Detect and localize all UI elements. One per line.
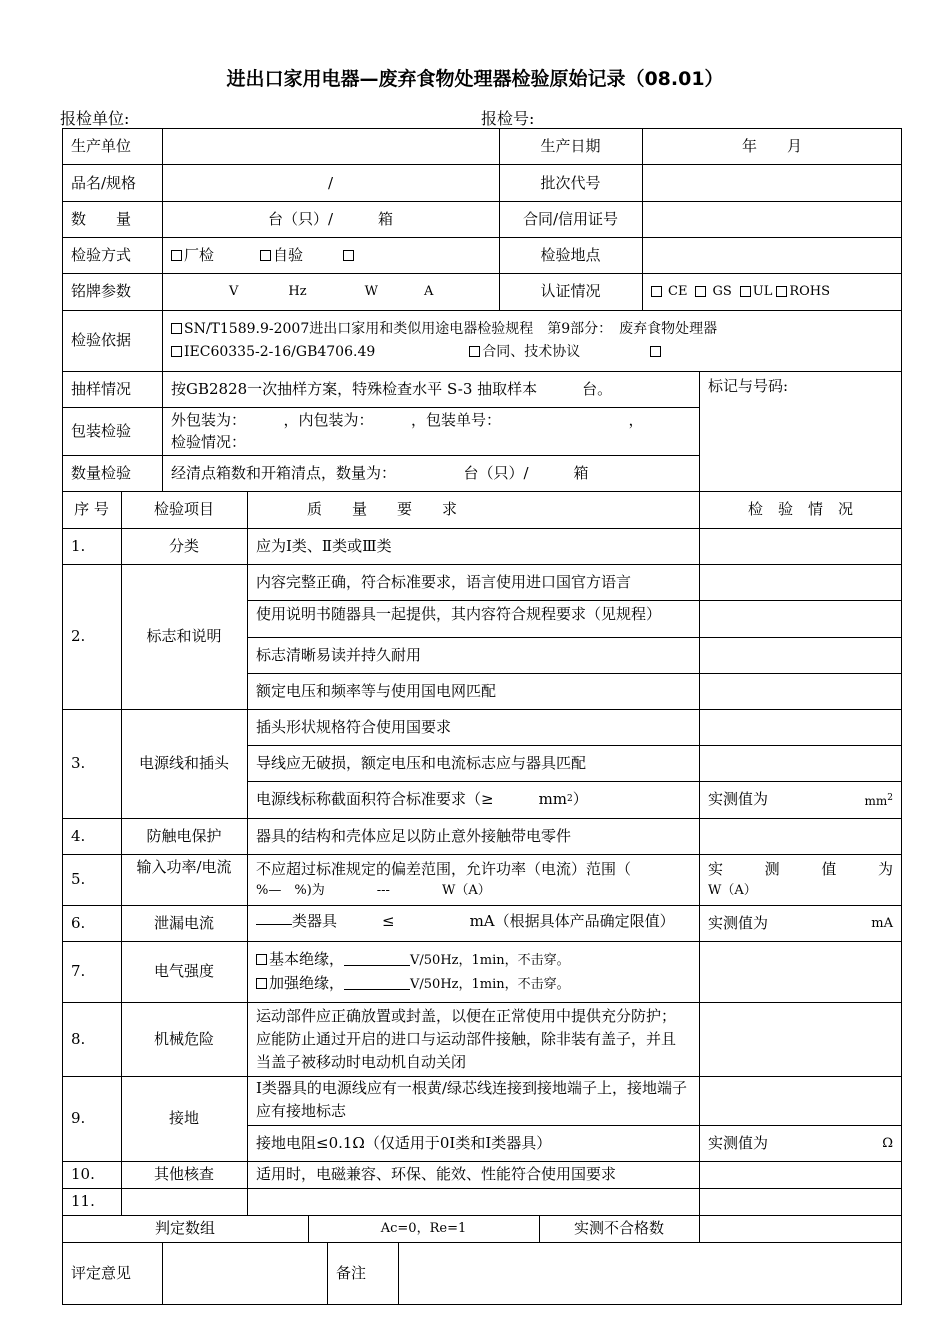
row-3-result-2[interactable] bbox=[699, 745, 902, 781]
row-6-result-unit: mA bbox=[871, 915, 893, 931]
method-options bbox=[162, 237, 499, 273]
row-7-req bbox=[247, 941, 699, 1002]
row-5-req-line-1: 不应超过标准规定的偏差范围，允许功率（电流）范围（ bbox=[256, 859, 632, 878]
row-7-result[interactable] bbox=[699, 941, 902, 1002]
row-5-result-line-2: W（A） bbox=[708, 882, 757, 898]
row-5-req-line-2: %— %)为 --- W（A） bbox=[256, 882, 491, 898]
row-5-item: 输入功率/电流 bbox=[136, 858, 232, 876]
batch-code-field[interactable] bbox=[642, 165, 902, 201]
basis-contract-text: 合同、技术协议 bbox=[482, 343, 581, 360]
row-9-result-2-unit: Ω bbox=[882, 1135, 893, 1151]
row-1-req: 应为Ⅰ类、Ⅱ类或Ⅲ类 bbox=[256, 536, 392, 555]
unit-hertz: Hz bbox=[288, 284, 307, 299]
remark-label: 备注 bbox=[336, 1264, 367, 1282]
unit-watt: W bbox=[364, 284, 378, 299]
method-label: 检验方式 bbox=[71, 245, 132, 264]
inspection-record-table bbox=[62, 128, 902, 1305]
checkbox-reinforced-insulation[interactable] bbox=[256, 978, 267, 989]
row-2-item: 标志和说明 bbox=[146, 627, 222, 645]
quantity-label: 数 量 bbox=[71, 209, 132, 228]
row-3-item: 电源线和插头 bbox=[138, 754, 229, 772]
row-3-req-1: 插头形状规格符合使用国要求 bbox=[256, 717, 452, 736]
row-4-req: 器具的结构和壳体应足以防止意外接触带电零件 bbox=[256, 826, 572, 845]
row-2-result-3[interactable] bbox=[699, 637, 902, 673]
row-3-no: 3. bbox=[71, 754, 86, 772]
row-2-result-4[interactable] bbox=[699, 673, 902, 709]
row-7-req-line-2 bbox=[256, 972, 570, 996]
basis-iec-text: IEC60335-2-16/GB4706.49 bbox=[184, 343, 376, 360]
checkbox-ul[interactable] bbox=[740, 286, 751, 297]
row-11-result[interactable] bbox=[699, 1188, 902, 1215]
option-self-inspection: 自验 bbox=[273, 245, 304, 264]
fail-count-label: 实测不合格数 bbox=[573, 1219, 664, 1237]
row-5-result-word-3: 值 bbox=[821, 859, 837, 878]
row-5-result[interactable] bbox=[699, 854, 902, 905]
row-3-req-3 bbox=[247, 781, 699, 818]
producer-label: 生产单位 bbox=[71, 137, 132, 155]
row-7-no: 7. bbox=[71, 962, 86, 980]
row-2-req-4: 额定电压和频率等与使用国电网匹配 bbox=[256, 681, 497, 700]
row-6-req-text: 类器具 ≤ mA（根据具体产品确定限值） bbox=[292, 912, 675, 930]
row-7-reinforced-label: 加强绝缘， bbox=[269, 973, 345, 992]
row-1-no: 1. bbox=[71, 536, 86, 555]
row-5-result-word-4: 为 bbox=[877, 859, 893, 878]
inspection-no-label: 报检号: bbox=[481, 109, 535, 128]
cert-options bbox=[642, 273, 902, 310]
checkbox-gs[interactable] bbox=[695, 286, 706, 297]
packing-field[interactable] bbox=[162, 407, 699, 455]
row-10-req: 适用时，电磁兼容、环保、能效、性能符合使用国要求 bbox=[256, 1165, 617, 1183]
inspection-unit-label: 报检单位: bbox=[60, 109, 130, 128]
opinion-field[interactable] bbox=[162, 1242, 327, 1305]
row-5-result-word-1: 实 bbox=[708, 859, 724, 878]
row-5-result-word-2: 测 bbox=[764, 859, 780, 878]
row-8-req: 运动部件应正确放置或封盖，以便在正常使用中提供充分防护；应能防止通过开启的进口与运动部件接触，除非装有盖子，并且当盖子被移动时电动机自动关闭 bbox=[256, 1007, 677, 1071]
row-7-basic-label: 基本绝缘， bbox=[269, 949, 345, 968]
packing-line-1: 外包装为： ，内包装为： ，包装单号： ， bbox=[171, 411, 644, 429]
contract-field[interactable] bbox=[642, 201, 902, 237]
checkbox-other-method[interactable] bbox=[343, 250, 354, 261]
row-3-req-3-text: 电源线标称截面积符合标准要求（≥ mm bbox=[256, 790, 568, 808]
row-3-result-3-sup: 2 bbox=[887, 792, 893, 803]
checkbox-sn-standard[interactable] bbox=[171, 323, 182, 334]
row-4-no: 4. bbox=[71, 826, 86, 845]
checkbox-contract[interactable] bbox=[469, 346, 480, 357]
cert-ul: UL bbox=[752, 284, 773, 299]
row-6-class-blank[interactable] bbox=[256, 910, 292, 925]
opinion-label: 评定意见 bbox=[71, 1264, 132, 1282]
row-2-req-3: 标志清晰易读并持久耐用 bbox=[256, 645, 422, 664]
header-requirement: 质 量 要 求 bbox=[307, 500, 458, 518]
row-3-result-1[interactable] bbox=[699, 709, 902, 745]
row-3-result-3-label: 实测值为 bbox=[708, 790, 769, 808]
row-3-result-3[interactable] bbox=[699, 781, 902, 818]
cert-label: 认证情况 bbox=[540, 282, 601, 300]
header-item: 检验项目 bbox=[153, 500, 214, 518]
header-result: 检 验 情 况 bbox=[747, 500, 853, 518]
cert-gs: GS bbox=[712, 284, 732, 299]
row-3-result-3-unit: mm bbox=[864, 793, 888, 808]
basis-sn-text: SN/T1589.9-2007进出口家用和类似用途电器检验规程 第9部分： 废弃食物处理器 bbox=[184, 320, 718, 337]
header-no: 序 号 bbox=[74, 500, 109, 518]
nameplate-label: 铭牌参数 bbox=[71, 282, 132, 300]
row-9-result-2-label: 实测值为 bbox=[708, 1133, 769, 1152]
row-2-no: 2. bbox=[71, 627, 86, 645]
row-7-reinforced-voltage-blank[interactable] bbox=[344, 975, 410, 990]
row-7-basic-tail: V/50Hz，1min，不击穿。 bbox=[410, 952, 570, 968]
remark-field[interactable] bbox=[398, 1242, 902, 1305]
basis-options bbox=[162, 310, 902, 371]
row-10-no: 10. bbox=[71, 1165, 95, 1183]
row-6-no: 6. bbox=[71, 913, 86, 932]
qty-check-field[interactable]: 经清点箱数和开箱清点，数量为： 台（只）/ 箱 bbox=[171, 463, 589, 482]
row-9-item: 接地 bbox=[168, 1109, 199, 1127]
row-8-no: 8. bbox=[71, 1029, 86, 1048]
row-7-basic-voltage-blank[interactable] bbox=[344, 951, 410, 966]
sampling-field[interactable]: 按GB2828一次抽样方案，特殊检查水平 S-3 抽取样本 台。 bbox=[171, 379, 613, 398]
cert-rohs: ROHS bbox=[789, 284, 831, 299]
checkbox-ce[interactable] bbox=[651, 286, 662, 297]
row-3-req-2: 导线应无破损，额定电压和电流标志应与器具匹配 bbox=[256, 753, 587, 772]
row-9-result-2[interactable] bbox=[699, 1125, 902, 1161]
row-9-no: 9. bbox=[71, 1109, 86, 1127]
producer-field[interactable] bbox=[162, 128, 499, 165]
mark-label[interactable]: 标记与号码: bbox=[708, 377, 789, 395]
page-title: 进出口家用电器—废弃食物处理器检验原始记录（08.01） bbox=[226, 68, 724, 90]
quantity-field[interactable]: 台（只）/ 箱 bbox=[267, 209, 394, 228]
row-1-item: 分类 bbox=[168, 536, 199, 555]
qty-check-label: 数量检验 bbox=[71, 463, 132, 482]
checkbox-other-basis[interactable] bbox=[650, 346, 661, 357]
packing-label: 包装检验 bbox=[71, 421, 132, 440]
row-6-req bbox=[247, 905, 699, 941]
row-11-item bbox=[121, 1188, 247, 1215]
row-5-result-line-1 bbox=[708, 858, 893, 880]
judge-label: 判定数组 bbox=[154, 1219, 215, 1237]
row-9-req-1: Ⅰ类器具的电源线应有一根黄/绿芯线连接到接地端子上，接地端子应有接地标志 bbox=[256, 1079, 687, 1120]
option-factory-inspection: 厂检 bbox=[184, 245, 215, 264]
unit-volt: V bbox=[229, 284, 239, 299]
row-7-reinforced-tail: V/50Hz，1min，不击穿。 bbox=[410, 976, 570, 992]
basis-label: 检验依据 bbox=[71, 331, 132, 349]
row-11-req[interactable] bbox=[247, 1188, 699, 1215]
row-8-item: 机械危险 bbox=[153, 1029, 214, 1048]
unit-ampere: A bbox=[423, 284, 434, 299]
row-10-item: 其他核查 bbox=[153, 1165, 214, 1183]
row-10-result[interactable] bbox=[699, 1161, 902, 1188]
row-9-req-2: 接地电阻≤0.1Ω（仅适用于0Ⅰ类和Ⅰ类器具） bbox=[256, 1133, 552, 1152]
row-2-result-2[interactable] bbox=[699, 600, 902, 637]
row-1-result[interactable] bbox=[699, 528, 902, 564]
fail-count-field[interactable] bbox=[699, 1215, 902, 1242]
cert-ce: CE bbox=[668, 284, 688, 299]
sampling-label: 抽样情况 bbox=[71, 379, 132, 398]
contract-label: 合同/信用证号 bbox=[522, 209, 619, 228]
checkbox-iec-standard[interactable] bbox=[171, 346, 182, 357]
production-date-field[interactable]: 年 月 bbox=[741, 137, 802, 155]
row-4-item: 防触电保护 bbox=[146, 826, 222, 845]
location-field[interactable] bbox=[642, 237, 902, 273]
production-date-label: 生产日期 bbox=[540, 137, 601, 155]
row-6-result-label: 实测值为 bbox=[708, 913, 769, 932]
checkbox-basic-insulation[interactable] bbox=[256, 954, 267, 965]
row-4-result[interactable] bbox=[699, 818, 902, 854]
basis-line-1 bbox=[171, 318, 717, 341]
row-6-item: 泄漏电流 bbox=[153, 913, 214, 932]
row-5-req bbox=[247, 854, 699, 905]
checkbox-rohs[interactable] bbox=[776, 286, 787, 297]
row-2-req-2: 使用说明书随器具一起提供，其内容符合规程要求（见规程） bbox=[256, 605, 662, 623]
row-2-result-1[interactable] bbox=[699, 564, 902, 600]
row-3-req-3-end: ） bbox=[572, 790, 588, 808]
row-5-no: 5. bbox=[71, 870, 86, 888]
row-7-req-line-1 bbox=[256, 948, 570, 972]
row-8-result[interactable] bbox=[699, 1002, 902, 1076]
location-label: 检验地点 bbox=[540, 245, 601, 264]
nameplate-field[interactable] bbox=[162, 273, 499, 310]
name-spec-label: 品名/规格 bbox=[71, 173, 137, 192]
row-6-result[interactable] bbox=[699, 905, 902, 941]
judge-value: Ac=0，Re=1 bbox=[380, 1221, 467, 1236]
packing-line-2: 检验情况： bbox=[171, 433, 247, 451]
row-2-req-1: 内容完整正确，符合标准要求，语言使用进口国官方语言 bbox=[256, 572, 632, 591]
row-11-no: 11. bbox=[71, 1192, 95, 1210]
row-9-result-1[interactable] bbox=[699, 1076, 902, 1125]
row-7-item: 电气强度 bbox=[153, 962, 214, 980]
name-spec-field[interactable]: / bbox=[327, 173, 334, 192]
checkbox-self-inspection[interactable] bbox=[260, 250, 271, 261]
checkbox-factory-inspection[interactable] bbox=[171, 250, 182, 261]
row-3-req-3-sup: 2 bbox=[567, 794, 573, 804]
row-3-result-3-unit-wrap bbox=[865, 787, 894, 813]
batch-code-label: 批次代号 bbox=[540, 173, 601, 192]
basis-line-2 bbox=[171, 341, 663, 364]
